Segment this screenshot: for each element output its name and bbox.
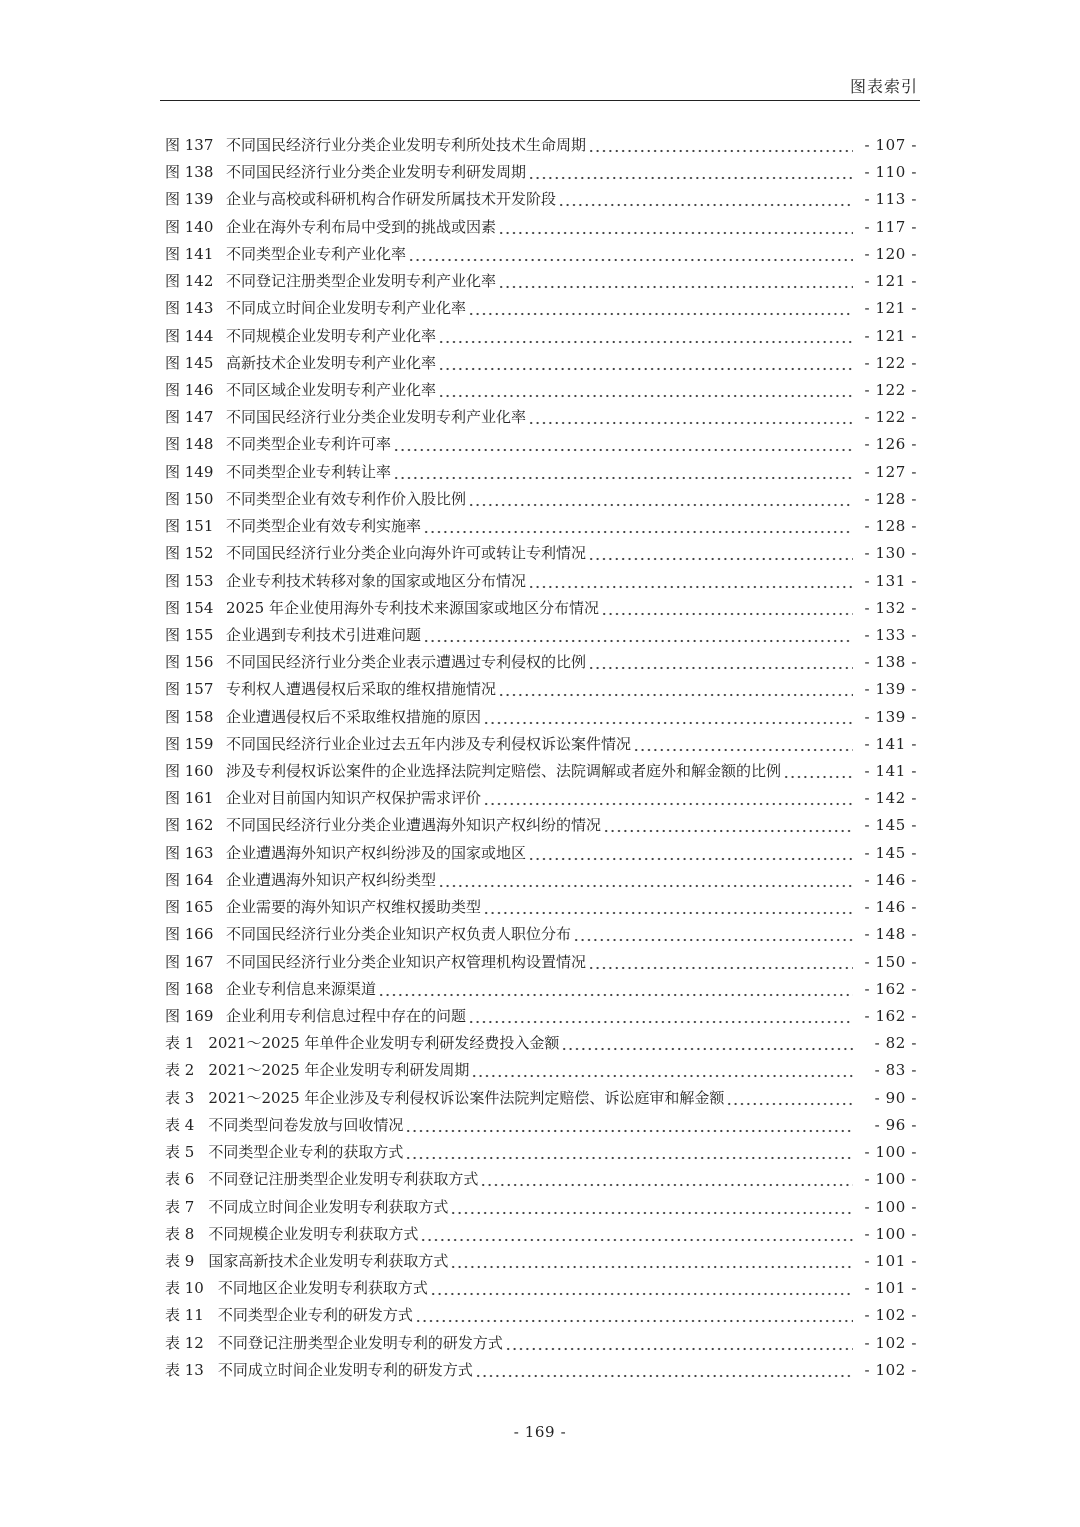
entry-label: 图 156 [165, 653, 214, 672]
entry-title: 不同规模企业发明专利获取方式 [208, 1224, 419, 1243]
dot-leader [438, 350, 853, 377]
dot-leader [415, 1302, 853, 1329]
figure-entry [165, 540, 917, 567]
figure-entry [165, 840, 917, 867]
entry-label: 表 4 [165, 1115, 195, 1134]
entry-title: 企业遭遇海外知识产权纠纷类型 [226, 870, 437, 889]
entry-title: 企业遭遇侵权后不采取维权措施的原因 [226, 707, 482, 726]
dot-leader [633, 731, 853, 758]
figure-entry [165, 132, 917, 159]
entry-page-number: - 122 - [864, 380, 917, 399]
entry-page-number: - 138 - [864, 653, 917, 672]
entry-page-number: - 100 - [864, 1197, 917, 1216]
entry-page-number: - 82 - [874, 1034, 917, 1053]
entry-label: 图 155 [165, 625, 214, 644]
figure-entry [165, 894, 917, 921]
entry-title: 国家高新技术企业发明专利获取方式 [208, 1251, 449, 1270]
figure-entry [165, 1003, 917, 1030]
entry-title: 2021～2025 年单件企业发明专利研发经费投入金额 [208, 1034, 560, 1053]
table-entry [165, 1057, 917, 1084]
entry-label: 图 164 [165, 870, 214, 889]
entry-title: 2021～2025 年企业发明专利研发周期 [208, 1061, 470, 1080]
figure-entry [165, 268, 917, 295]
dot-leader [561, 1030, 853, 1057]
entry-title: 不同国民经济行业分类企业发明专利所处技术生命周期 [226, 136, 587, 154]
entry-page-number: - 101 - [864, 1279, 917, 1298]
entry-label: 图 145 [165, 353, 214, 372]
entry-label: 表 9 [165, 1251, 195, 1270]
figure-entry [165, 622, 917, 649]
table-entry [165, 1166, 917, 1193]
entry-title: 不同国民经济行业分类企业知识产权管理机构设置情况 [226, 952, 587, 971]
figure-entry [165, 431, 917, 458]
figure-entry [165, 295, 917, 322]
dot-leader [498, 676, 853, 703]
entry-page-number: - 146 - [864, 870, 917, 889]
entry-label: 表 10 [165, 1279, 204, 1298]
entry-page-number: - 131 - [864, 571, 917, 590]
entry-title: 企业专利技术转移对象的国家或地区分布情况 [226, 571, 527, 590]
entry-page-number: - 83 - [874, 1061, 917, 1080]
entry-page-number: - 133 - [864, 625, 917, 644]
figure-entry [165, 704, 917, 731]
entry-page-number: - 139 - [864, 707, 917, 726]
table-entry [165, 1221, 917, 1248]
dot-leader [528, 840, 853, 867]
dot-leader [601, 595, 853, 622]
entry-title: 企业遇到专利技术引进难问题 [226, 625, 422, 644]
entry-title: 企业利用专利信息过程中存在的问题 [226, 1007, 467, 1025]
entry-title: 不同类型问卷发放与回收情况 [208, 1115, 404, 1134]
entry-label: 表 13 [165, 1360, 204, 1379]
dot-leader [438, 323, 853, 350]
entry-page-number: - 100 - [864, 1143, 917, 1162]
dot-leader [505, 1330, 853, 1357]
entry-title: 不同国民经济行业分类企业向海外许可或转让专利情况 [226, 544, 587, 563]
entry-label: 表 11 [165, 1306, 204, 1325]
table-entry [165, 1248, 917, 1275]
entry-page-number: - 100 - [864, 1224, 917, 1243]
entry-page-number: - 101 - [864, 1251, 917, 1270]
entry-page-number: - 146 - [864, 898, 917, 917]
entry-label: 图 166 [165, 925, 214, 944]
entry-title: 企业需要的海外知识产权维权援助类型 [226, 898, 482, 917]
dot-leader [483, 894, 853, 921]
figure-entry [165, 921, 917, 948]
entry-label: 表 5 [165, 1143, 195, 1162]
figure-entry [165, 350, 917, 377]
dot-leader [378, 976, 853, 1003]
entry-page-number: - 122 - [864, 408, 917, 427]
entry-title: 不同国民经济行业分类企业遭遇海外知识产权纠纷的情况 [226, 816, 602, 835]
entry-label: 表 3 [165, 1088, 195, 1107]
entry-title: 不同国民经济行业分类企业发明专利研发周期 [226, 163, 527, 182]
dot-leader [468, 486, 853, 513]
entry-label: 图 137 [165, 136, 214, 154]
entry-title: 不同类型企业有效专利作价入股比例 [226, 489, 467, 508]
figure-entry [165, 404, 917, 431]
entry-label: 图 151 [165, 517, 214, 536]
dot-leader [475, 1357, 853, 1384]
table-entry [165, 1330, 917, 1357]
dot-leader [393, 459, 853, 486]
entry-label: 图 141 [165, 244, 214, 263]
entry-label: 表 6 [165, 1170, 195, 1189]
entry-page-number: - 127 - [864, 462, 917, 481]
entry-label: 表 8 [165, 1224, 195, 1243]
entry-page-number: - 139 - [864, 680, 917, 699]
dot-leader [573, 921, 853, 948]
dot-leader [528, 568, 853, 595]
entry-title: 不同成立时间企业发明专利获取方式 [208, 1197, 449, 1216]
entry-title: 不同类型企业专利许可率 [226, 435, 392, 454]
entry-page-number: - 117 - [864, 217, 917, 236]
entry-label: 图 157 [165, 680, 214, 699]
entry-page-number: - 150 - [864, 952, 917, 971]
entry-label: 图 154 [165, 598, 214, 617]
figure-entry [165, 513, 917, 540]
dot-leader [528, 404, 853, 431]
entry-page-number: - 121 - [864, 272, 917, 291]
dot-leader [405, 1139, 853, 1166]
dot-leader [450, 1248, 853, 1275]
entry-page-number: - 128 - [864, 489, 917, 508]
entry-title: 不同成立时间企业发明专利的研发方式 [217, 1360, 473, 1379]
entry-label: 图 162 [165, 816, 214, 835]
table-entry [165, 1357, 917, 1384]
figure-entry [165, 595, 917, 622]
dot-leader [498, 268, 853, 295]
entry-page-number: - 96 - [874, 1115, 917, 1134]
dot-leader [588, 132, 853, 159]
entry-page-number: - 90 - [874, 1088, 917, 1107]
entry-page-number: - 145 - [864, 843, 917, 862]
entry-page-number: - 107 - [864, 136, 917, 154]
entry-page-number: - 121 - [864, 299, 917, 318]
dot-leader [468, 295, 853, 322]
figure-entry [165, 186, 917, 213]
entry-page-number: - 132 - [864, 598, 917, 617]
entry-title: 企业对目前国内知识产权保护需求评价 [226, 789, 482, 808]
entry-title: 企业在海外专利布局中受到的挑战或因素 [226, 217, 497, 236]
entry-page-number: - 102 - [864, 1360, 917, 1379]
figure-entry [165, 568, 917, 595]
entry-page-number: - 142 - [864, 789, 917, 808]
entry-label: 图 159 [165, 734, 214, 753]
entry-label: 图 161 [165, 789, 214, 808]
dot-leader [588, 540, 853, 567]
figure-entry [165, 486, 917, 513]
entry-page-number: - 141 - [864, 762, 917, 781]
dot-leader [423, 513, 853, 540]
entry-title: 企业与高校或科研机构合作研发所属技术开发阶段 [226, 190, 557, 209]
figure-entry [165, 785, 917, 812]
entry-label: 表 12 [165, 1333, 204, 1352]
entry-page-number: - 162 - [864, 1007, 917, 1025]
dot-leader [408, 241, 853, 268]
dot-leader [405, 1112, 853, 1139]
entry-title: 不同成立时间企业发明专利产业化率 [226, 299, 467, 318]
figure-table-index [165, 132, 917, 1384]
entry-page-number: - 122 - [864, 353, 917, 372]
entry-label: 表 1 [165, 1034, 195, 1053]
dot-leader [438, 377, 853, 404]
figure-entry [165, 159, 917, 186]
entry-label: 图 143 [165, 299, 214, 318]
entry-title: 不同登记注册类型企业发明专利产业化率 [226, 272, 497, 291]
entry-page-number: - 100 - [864, 1170, 917, 1189]
table-entry [165, 1030, 917, 1057]
dot-leader [588, 649, 853, 676]
entry-label: 图 146 [165, 380, 214, 399]
entry-page-number: - 102 - [864, 1306, 917, 1325]
dot-leader [483, 704, 853, 731]
entry-label: 图 149 [165, 462, 214, 481]
dot-leader [726, 1085, 853, 1112]
dot-leader [498, 214, 853, 241]
dot-leader [423, 622, 853, 649]
entry-title: 不同国民经济行业分类企业知识产权负责人职位分布 [226, 925, 572, 944]
figure-entry [165, 214, 917, 241]
entry-title: 不同区域企业发明专利产业化率 [226, 380, 437, 399]
entry-title: 不同类型企业有效专利实施率 [226, 517, 422, 536]
entry-title: 不同登记注册类型企业发明专利的研发方式 [217, 1333, 503, 1352]
entry-title: 不同类型企业专利的研发方式 [217, 1306, 413, 1325]
figure-entry [165, 377, 917, 404]
entry-label: 图 152 [165, 544, 214, 563]
entry-label: 图 169 [165, 1007, 214, 1025]
entry-page-number: - 145 - [864, 816, 917, 835]
entry-title: 不同类型企业专利的获取方式 [208, 1143, 404, 1162]
table-entry [165, 1194, 917, 1221]
entry-label: 图 147 [165, 408, 214, 427]
table-entry [165, 1139, 917, 1166]
running-header-title: 图表索引 [849, 77, 918, 96]
figure-entry [165, 731, 917, 758]
entry-page-number: - 120 - [864, 244, 917, 263]
entry-label: 图 142 [165, 272, 214, 291]
entry-title: 不同登记注册类型企业发明专利获取方式 [208, 1170, 479, 1189]
dot-leader [558, 186, 853, 213]
dot-leader [393, 431, 853, 458]
entry-title: 企业遭遇海外知识产权纠纷涉及的国家或地区 [226, 843, 527, 862]
entry-title: 企业专利信息来源渠道 [226, 979, 377, 998]
entry-title: 不同规模企业发明专利产业化率 [226, 326, 437, 345]
entry-label: 表 7 [165, 1197, 195, 1216]
entry-label: 图 150 [165, 489, 214, 508]
dot-leader [483, 785, 853, 812]
entry-title: 不同国民经济行业分类企业表示遭遇过专利侵权的比例 [226, 653, 587, 672]
entry-page-number: - 141 - [864, 734, 917, 753]
dot-leader [430, 1275, 853, 1302]
entry-label: 图 138 [165, 163, 214, 182]
figure-entry [165, 676, 917, 703]
entry-label: 图 153 [165, 571, 214, 590]
figure-entry [165, 812, 917, 839]
entry-title: 2025 年企业使用海外专利技术来源国家或地区分布情况 [226, 598, 599, 617]
entry-label: 图 167 [165, 952, 214, 971]
entry-page-number: - 113 - [864, 190, 917, 209]
table-entry [165, 1085, 917, 1112]
dot-leader [603, 812, 853, 839]
entry-label: 图 148 [165, 435, 214, 454]
entry-page-number: - 102 - [864, 1333, 917, 1352]
figure-entry [165, 976, 917, 1003]
entry-label: 图 158 [165, 707, 214, 726]
entry-page-number: - 126 - [864, 435, 917, 454]
entry-label: 图 140 [165, 217, 214, 236]
dot-leader [420, 1221, 853, 1248]
header-divider [160, 100, 920, 101]
figure-entry [165, 323, 917, 350]
entry-page-number: - 110 - [864, 163, 917, 182]
entry-label: 表 2 [165, 1061, 195, 1080]
entry-label: 图 160 [165, 762, 214, 781]
entry-label: 图 165 [165, 898, 214, 917]
figure-entry [165, 758, 917, 785]
dot-leader [471, 1057, 853, 1084]
table-entry [165, 1302, 917, 1329]
entry-title: 不同国民经济行业企业过去五年内涉及专利侵权诉讼案件情况 [226, 734, 632, 753]
entry-label: 图 144 [165, 326, 214, 345]
entry-label: 图 139 [165, 190, 214, 209]
figure-entry [165, 867, 917, 894]
figure-entry [165, 949, 917, 976]
dot-leader [468, 1003, 853, 1030]
entry-title: 专利权人遭遇侵权后采取的维权措施情况 [226, 680, 497, 699]
figure-entry [165, 649, 917, 676]
dot-leader [783, 758, 853, 785]
table-entry [165, 1112, 917, 1139]
figure-entry [165, 459, 917, 486]
entry-title: 不同类型企业专利产业化率 [226, 244, 407, 263]
entry-title: 2021～2025 年企业涉及专利侵权诉讼案件法院判定赔偿、诉讼庭审和解金额 [208, 1088, 725, 1107]
dot-leader [528, 159, 853, 186]
entry-label: 图 163 [165, 843, 214, 862]
entry-title: 不同国民经济行业分类企业发明专利产业化率 [226, 408, 527, 427]
entry-page-number: - 162 - [864, 979, 917, 998]
dot-leader [588, 949, 853, 976]
dot-leader [480, 1166, 853, 1193]
table-entry [165, 1275, 917, 1302]
entry-page-number: - 130 - [864, 544, 917, 563]
dot-leader [450, 1194, 853, 1221]
entry-label: 图 168 [165, 979, 214, 998]
entry-title: 不同地区企业发明专利获取方式 [217, 1279, 428, 1298]
entry-title: 涉及专利侵权诉讼案件的企业选择法院判定赔偿、法院调解或者庭外和解金额的比例 [226, 762, 782, 781]
entry-title: 高新技术企业发明专利产业化率 [226, 353, 437, 372]
entry-page-number: - 148 - [864, 925, 917, 944]
figure-entry [165, 241, 917, 268]
entry-title: 不同类型企业专利转让率 [226, 462, 392, 481]
dot-leader [438, 867, 853, 894]
entry-page-number: - 128 - [864, 517, 917, 536]
entry-page-number: - 121 - [864, 326, 917, 345]
page-number: - 169 - [513, 1423, 567, 1441]
